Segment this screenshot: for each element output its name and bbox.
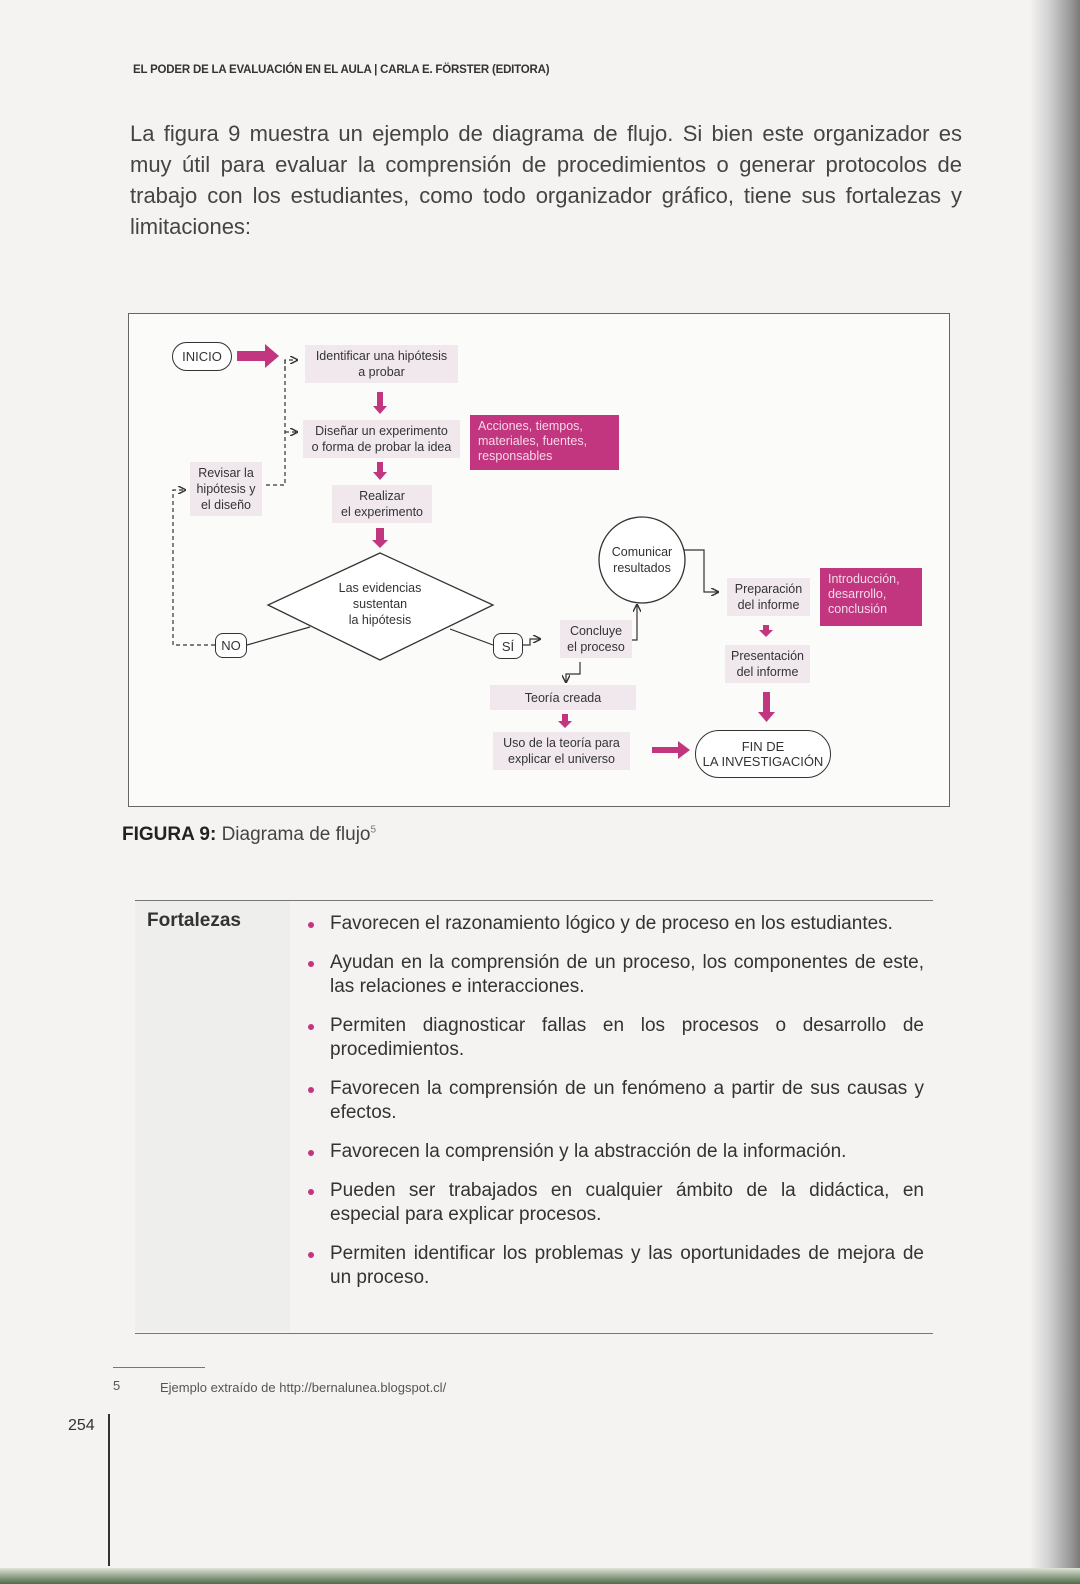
- strengths-list: [304, 912, 924, 1305]
- step-line: el experimento: [341, 505, 423, 519]
- step-line: sustentan: [352, 597, 408, 611]
- arrow-right-icon: [237, 344, 279, 368]
- arrow-down-icon: [373, 392, 387, 414]
- step-identify-hypothesis: [305, 345, 458, 383]
- list-item: Favorecen el razonamiento lógico y de proceso en los estudiantes.: [304, 912, 924, 936]
- scan-bottom-edge: [0, 1568, 1080, 1584]
- step-line: a probar: [358, 365, 405, 379]
- list-item: Permiten identificar los problemas y las oportunidades de mejora de un proceso.: [304, 1242, 924, 1290]
- step-line: explicar el universo: [508, 752, 615, 766]
- end-terminal: [695, 730, 831, 778]
- figure-caption: [122, 824, 376, 846]
- step-revise-hypothesis: [190, 462, 262, 516]
- page-number: 254: [68, 1417, 95, 1434]
- arrow-down-icon: [759, 625, 773, 637]
- arrow-right-icon: [652, 741, 690, 759]
- strengths-heading: Fortalezas: [147, 910, 241, 931]
- start-terminal: INICIO: [172, 342, 232, 371]
- step-line: Presentación: [731, 649, 804, 663]
- caption-label: FIGURA 9:: [122, 824, 217, 845]
- step-line: Revisar la: [198, 466, 254, 480]
- step-line: Preparación: [734, 582, 803, 596]
- arrow-down-icon: [558, 714, 572, 728]
- step-line: el proceso: [567, 640, 625, 654]
- page-margin-rule: [108, 1414, 110, 1566]
- note-line: desarrollo,: [828, 587, 887, 601]
- step-prepare-report: [727, 578, 810, 616]
- step-theory-created: Teoría creada: [490, 685, 636, 710]
- arrow-down-icon: [758, 692, 775, 722]
- step-line: Concluye: [569, 624, 623, 638]
- note-line: Acciones, tiempos,: [478, 419, 583, 433]
- footnote-divider: [113, 1367, 205, 1368]
- note-line: conclusión: [828, 602, 888, 616]
- decision-label: [320, 579, 440, 629]
- step-line: la hipótesis: [348, 613, 412, 627]
- list-item: Favorecen la comprensión y la abstracción de la información.: [304, 1140, 924, 1164]
- step-present-report: [725, 645, 810, 683]
- arrow-down-icon: [373, 462, 387, 480]
- running-header: EL PODER DE LA EVALUACIÓN EN EL AULA | CARLA E. FÖRSTER (EDITORA): [133, 64, 550, 76]
- step-line: del informe: [737, 598, 800, 612]
- list-item: Ayudan en la comprensión de un proceso, los componentes de este, las relaciones e interacciones.: [304, 951, 924, 999]
- step-line: resultados: [613, 561, 671, 575]
- arrow-down-icon: [372, 528, 388, 548]
- step-line: LA INVESTIGACIÓN: [702, 754, 824, 769]
- intro-paragraph: La figura 9 muestra un ejemplo de diagrama de flujo. Si bien este organizador es muy útil para evaluar la comprensión de procedimientos o generar protocolos de trabajo con los estudiantes, como todo organizador gráfico, tiene sus fortalezas y limitaciones:: [130, 121, 962, 239]
- page-edge-shadow: [1030, 0, 1080, 1584]
- step-run-experiment: [332, 485, 432, 523]
- step-line: Diseñar un experimento: [315, 424, 448, 438]
- step-line: FIN DE: [741, 739, 785, 754]
- step-line: Realizar: [359, 489, 405, 503]
- step-line: Comunicar: [611, 545, 673, 559]
- footnote-number: 5: [113, 1378, 121, 1393]
- step-conclude: [560, 620, 632, 658]
- list-item: Favorecen la comprensión de un fenómeno a partir de sus causas y efectos.: [304, 1077, 924, 1125]
- step-use-theory: [493, 732, 630, 770]
- footnote-text: Ejemplo extraído de http://bernalunea.blogspot.cl/: [160, 1380, 447, 1395]
- note-line: responsables: [478, 449, 553, 463]
- step-line: Uso de la teoría para: [503, 736, 620, 750]
- step-line: o forma de probar la idea: [311, 440, 452, 454]
- step-design-experiment: [303, 420, 460, 458]
- note-actions: [470, 415, 619, 470]
- step-line: del informe: [736, 665, 799, 679]
- no-branch: NO: [215, 633, 247, 658]
- list-item: Pueden ser trabajados en cualquier ámbito de la didáctica, en especial para explicar procesos.: [304, 1179, 924, 1227]
- caption-text: Diagrama de flujo: [221, 824, 371, 845]
- communicate-label: [602, 542, 682, 578]
- step-line: Identificar una hipótesis: [315, 349, 448, 363]
- step-line: Las evidencias: [338, 581, 422, 595]
- strengths-heading-cell: [135, 901, 290, 1331]
- list-item: Permiten diagnosticar fallas en los procesos o desarrollo de procedimientos.: [304, 1014, 924, 1062]
- note-line: Introducción,: [828, 572, 900, 586]
- yes-branch: SÍ: [493, 633, 523, 659]
- step-line: hipótesis y: [196, 482, 256, 496]
- note-line: materiales, fuentes,: [478, 434, 588, 448]
- footnote-ref: 5: [370, 824, 377, 836]
- note-report: [820, 568, 922, 626]
- step-line: el diseño: [200, 498, 252, 512]
